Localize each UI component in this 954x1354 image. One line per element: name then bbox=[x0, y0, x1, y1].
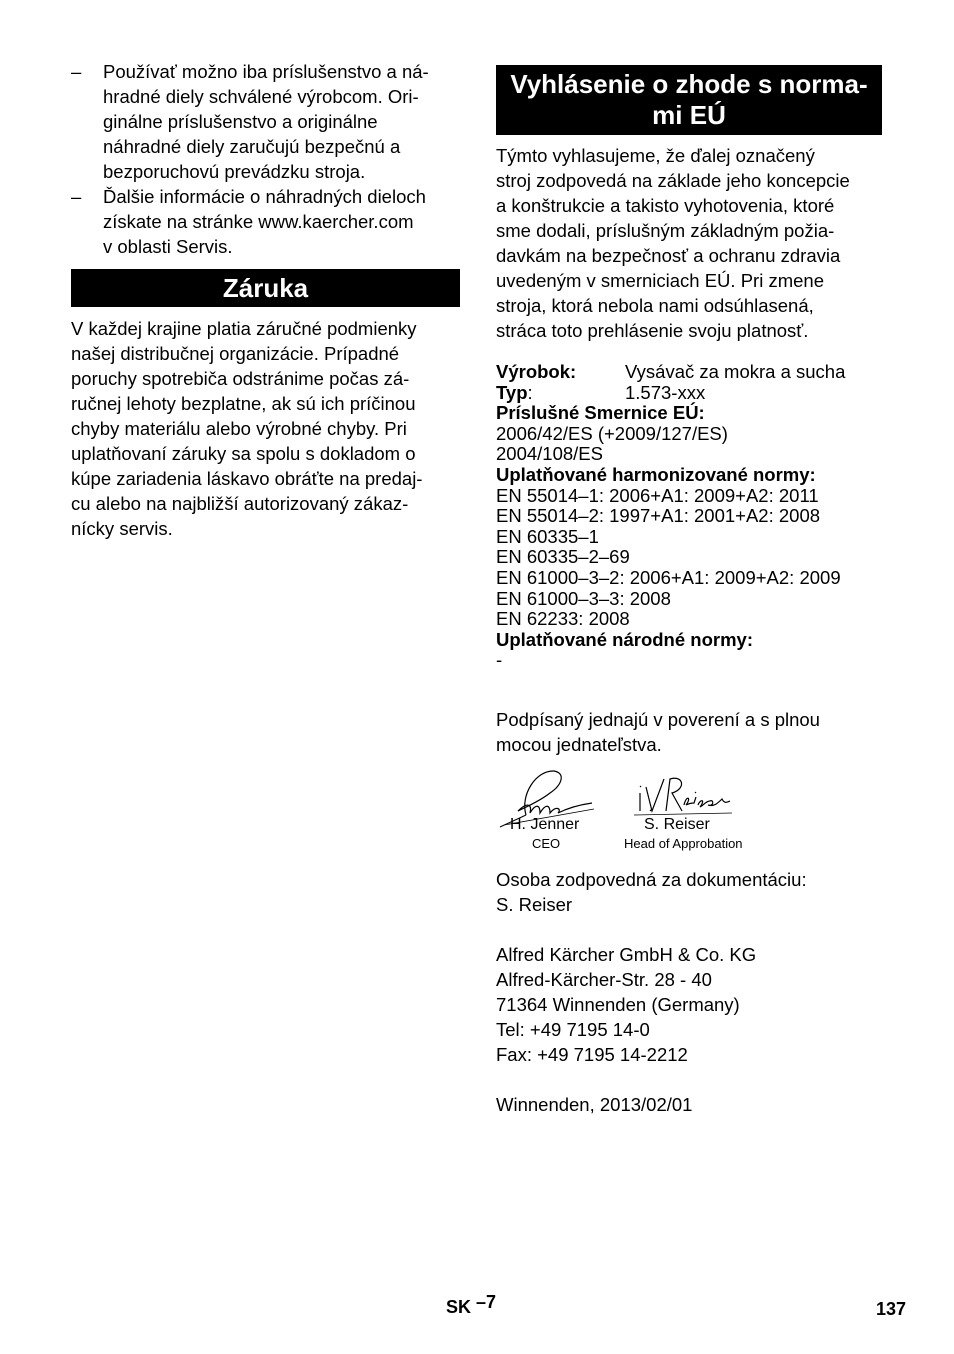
text-line: Ďalšie informácie o náhradných dieloch bbox=[103, 186, 426, 207]
text-line: bezporuchovú prevádzku stroja. bbox=[103, 161, 366, 182]
text-line: uplatňovaní záruky sa spolu s dokladom o bbox=[71, 443, 416, 464]
address-line: Fax: +49 7195 14-2212 bbox=[496, 1044, 688, 1065]
standards-block bbox=[496, 362, 896, 671]
text-line: a konštrukcie a takisto vyhotovenia, ktoré bbox=[496, 195, 835, 216]
signatory-role: CEO bbox=[532, 836, 561, 851]
text-line: S. Reiser bbox=[496, 894, 573, 915]
signed-text bbox=[496, 707, 896, 757]
company-address bbox=[496, 942, 896, 1067]
product-row bbox=[496, 362, 896, 383]
footer-dash: – bbox=[476, 1292, 487, 1312]
address-line: Alfred Kärcher GmbH & Co. KG bbox=[496, 944, 757, 965]
place-date bbox=[496, 1092, 896, 1117]
text-line: sme dodali, príslušným základným požia- bbox=[496, 220, 835, 241]
directives-label: Príslušné Smernice EÚ: bbox=[496, 402, 705, 424]
product-label: Výrobok: bbox=[496, 361, 577, 382]
product-value: Vysávač za mokra a sucha bbox=[625, 361, 846, 382]
standard-item: EN 61000–3–2: 2006+A1: 2009+A2: 2009 bbox=[496, 566, 841, 588]
standard-item: EN 60335–2–69 bbox=[496, 546, 630, 568]
national-value: - bbox=[496, 649, 503, 671]
footer-lang: SK bbox=[446, 1297, 472, 1317]
text-line: hradné diely schválené výrobcom. Ori- bbox=[103, 86, 419, 107]
text-line: davkám na bezpečnosť a ochranu zdravia bbox=[496, 245, 841, 266]
page-number: 137 bbox=[876, 1299, 907, 1319]
text-line: stráca toto prehlásenie svoju platnosť. bbox=[496, 320, 809, 341]
standard-item: EN 60335–1 bbox=[496, 525, 599, 547]
eu-conformity-heading bbox=[496, 65, 882, 135]
signatory-role: Head of Approbation bbox=[624, 836, 743, 851]
warranty-heading: Záruka bbox=[71, 269, 460, 307]
warranty-text bbox=[71, 316, 461, 541]
place-date-text: Winnenden, 2013/02/01 bbox=[496, 1094, 693, 1115]
text-line: Podpísaný jednajú v poverení a s plnou bbox=[496, 709, 820, 730]
address-line: Alfred-Kärcher-Str. 28 - 40 bbox=[496, 969, 712, 990]
heading-line: Vyhlásenie o zhode s norma- bbox=[510, 69, 868, 99]
standard-item: EN 55014–2: 1997+A1: 2001+A2: 2008 bbox=[496, 505, 821, 527]
footer-section-label bbox=[446, 1292, 497, 1318]
text-line: stroja, ktorá nebola nami odsúhlasená, bbox=[496, 295, 814, 316]
type-colon: : bbox=[527, 381, 533, 403]
bullet-dash: – bbox=[71, 186, 82, 207]
signatory-name: H. Jenner bbox=[510, 816, 580, 833]
standard-item: EN 55014–1: 2006+A1: 2009+A2: 2011 bbox=[496, 484, 819, 506]
address-line: 71364 Winnenden (Germany) bbox=[496, 994, 740, 1015]
text-line: uvedeným v smerniciach EÚ. Pri zmene bbox=[496, 270, 824, 291]
text-line: cu alebo na najbližší autorizovaný zákaz- bbox=[71, 493, 409, 514]
text-line: stroj zodpovedá na základe jeho koncepcie bbox=[496, 170, 850, 191]
bullet-item bbox=[71, 184, 461, 259]
text-line: poruchy spotrebiča odstránime počas zá- bbox=[71, 368, 410, 389]
text-line: v oblasti Servis. bbox=[103, 236, 233, 257]
text-line: chyby materiálu alebo výrobné chyby. Pri bbox=[71, 418, 407, 439]
text-line: Používať možno iba príslušenstvo a ná- bbox=[103, 61, 429, 82]
text-line: ručnej lehoty bezplatne, ak sú ich príčinou bbox=[71, 393, 416, 414]
harmonized-label: Uplatňované harmonizované normy: bbox=[496, 463, 816, 485]
standard-item: EN 61000–3–3: 2008 bbox=[496, 587, 671, 609]
text-line: V každej krajine platia záručné podmienky bbox=[71, 318, 417, 339]
type-row bbox=[496, 383, 896, 404]
text-line: mocou jednateľstva. bbox=[496, 734, 662, 755]
address-line: Tel: +49 7195 14-0 bbox=[496, 1019, 650, 1040]
type-label: Typ bbox=[496, 381, 528, 403]
text-line: našej distribučnej organizácie. Prípadné bbox=[71, 343, 400, 364]
text-line: náhradné diely zaručujú bezpečnú a bbox=[103, 136, 401, 157]
left-column bbox=[71, 59, 461, 259]
text-line: Týmto vyhlasujeme, že ďalej označený bbox=[496, 145, 815, 166]
text-line: Osoba zodpovedná za dokumentáciu: bbox=[496, 869, 807, 890]
text-line: získate na stránke www.kaercher.com bbox=[103, 211, 414, 232]
footer-section-page: 7 bbox=[486, 1292, 497, 1312]
signature-reiser-image bbox=[634, 773, 734, 819]
directive-item: 2006/42/ES (+2009/127/ES) bbox=[496, 422, 728, 444]
type-value: 1.573-xxx bbox=[625, 381, 706, 403]
national-label: Uplatňované národné normy: bbox=[496, 628, 753, 650]
bullet-item bbox=[71, 59, 461, 184]
text-line: ginálne príslušenstvo a originálne bbox=[103, 111, 378, 132]
documentation-person bbox=[496, 867, 896, 917]
heading-line: mi EÚ bbox=[652, 100, 726, 130]
signatory-name: S. Reiser bbox=[644, 816, 710, 833]
conformity-intro bbox=[496, 143, 886, 343]
text-line: nícky servis. bbox=[71, 518, 173, 539]
bullet-dash: – bbox=[71, 61, 82, 82]
standard-item: EN 62233: 2008 bbox=[496, 608, 630, 630]
signatures bbox=[496, 765, 796, 857]
directive-item: 2004/108/ES bbox=[496, 443, 603, 465]
text-line: kúpe zariadenia láskavo obráťte na predaj- bbox=[71, 468, 423, 489]
